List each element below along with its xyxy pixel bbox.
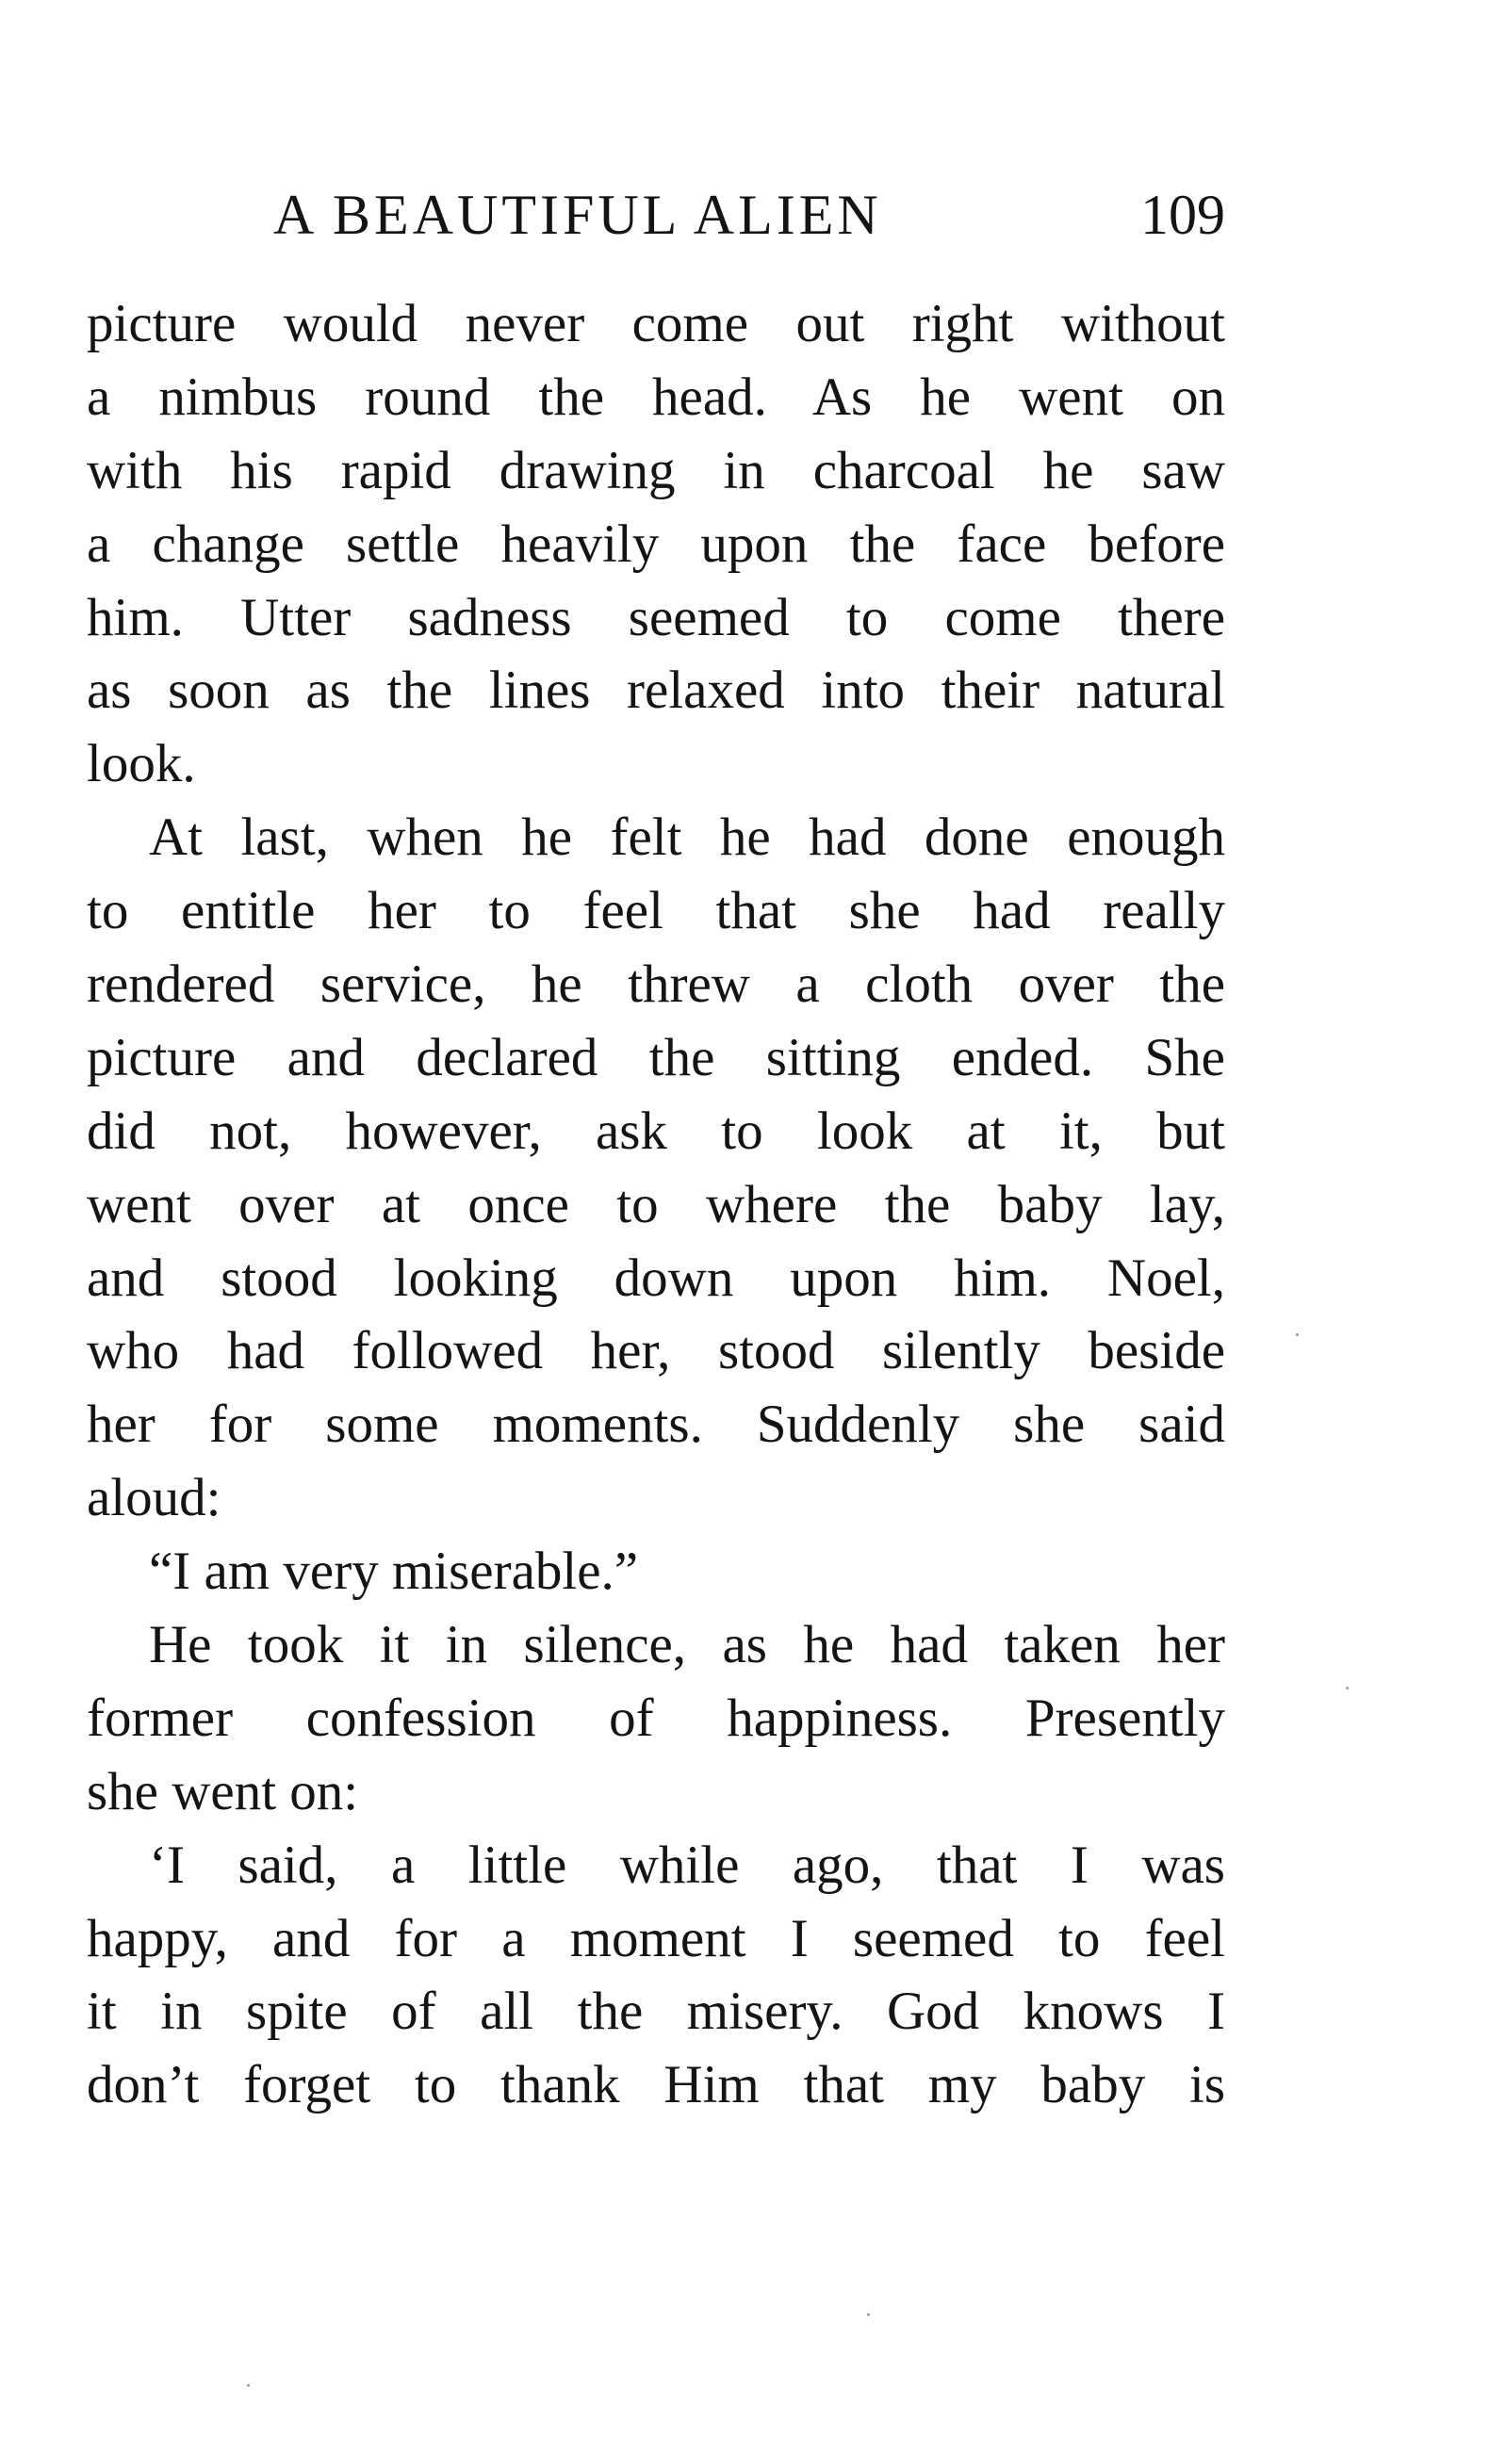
text-line: she went on: [87,1761,359,1821]
text-line: former confession of happiness. Presently [87,1688,1225,1748]
text-line: a nimbus round the head. As he went on [87,367,1225,427]
text-line: to entitle her to feel that she had really [87,881,1225,941]
text-line: went over at once to where the baby lay, [87,1174,1225,1234]
text-line: don’t forget to thank Him that my baby is [87,2055,1225,2115]
page-number: 109 [1140,184,1225,246]
text-line: her for some moments. Suddenly she said [87,1395,1225,1455]
running-title: A BEAUTIFUL ALIEN [273,184,882,246]
text-line: as soon as the lines relaxed into their natural [87,661,1225,721]
text-line: and stood looking down upon him. Noel, [87,1248,1225,1308]
text-line: At last, when he felt he had done enough [149,808,1225,868]
text-line: picture would never come out right without [87,294,1225,353]
text-line: happy, and for a moment I seemed to feel [87,1908,1225,1968]
text-line: it in spite of all the misery. God knows I [87,1982,1225,2042]
text-line: aloud: [87,1468,221,1528]
text-line: “I am very miserable.” [149,1542,639,1602]
paper-speck [1346,1687,1349,1689]
paper-speck [247,2384,250,2387]
text-line: picture and declared the sitting ended. She [87,1027,1225,1087]
text-line: look. [87,734,196,794]
text-line: did not, however, ask to look at it, but [87,1101,1225,1161]
text-line: ‘I said, a little while ago, that I was [149,1835,1225,1895]
body-text [87,287,1225,2122]
paper-speck [867,2313,870,2316]
text-line: a change settle heavily upon the face before [87,514,1225,574]
paper-speck [1296,1333,1299,1336]
text-line: He took it in silence, as he had taken her [149,1615,1225,1675]
text-line: him. Utter sadness seemed to come there [87,587,1225,647]
text-line: who had followed her, stood silently beside [87,1321,1225,1381]
running-head [273,177,1225,253]
text-line: rendered service, he threw a cloth over the [87,955,1225,1015]
text-line: with his rapid drawing in charcoal he saw [87,440,1225,500]
